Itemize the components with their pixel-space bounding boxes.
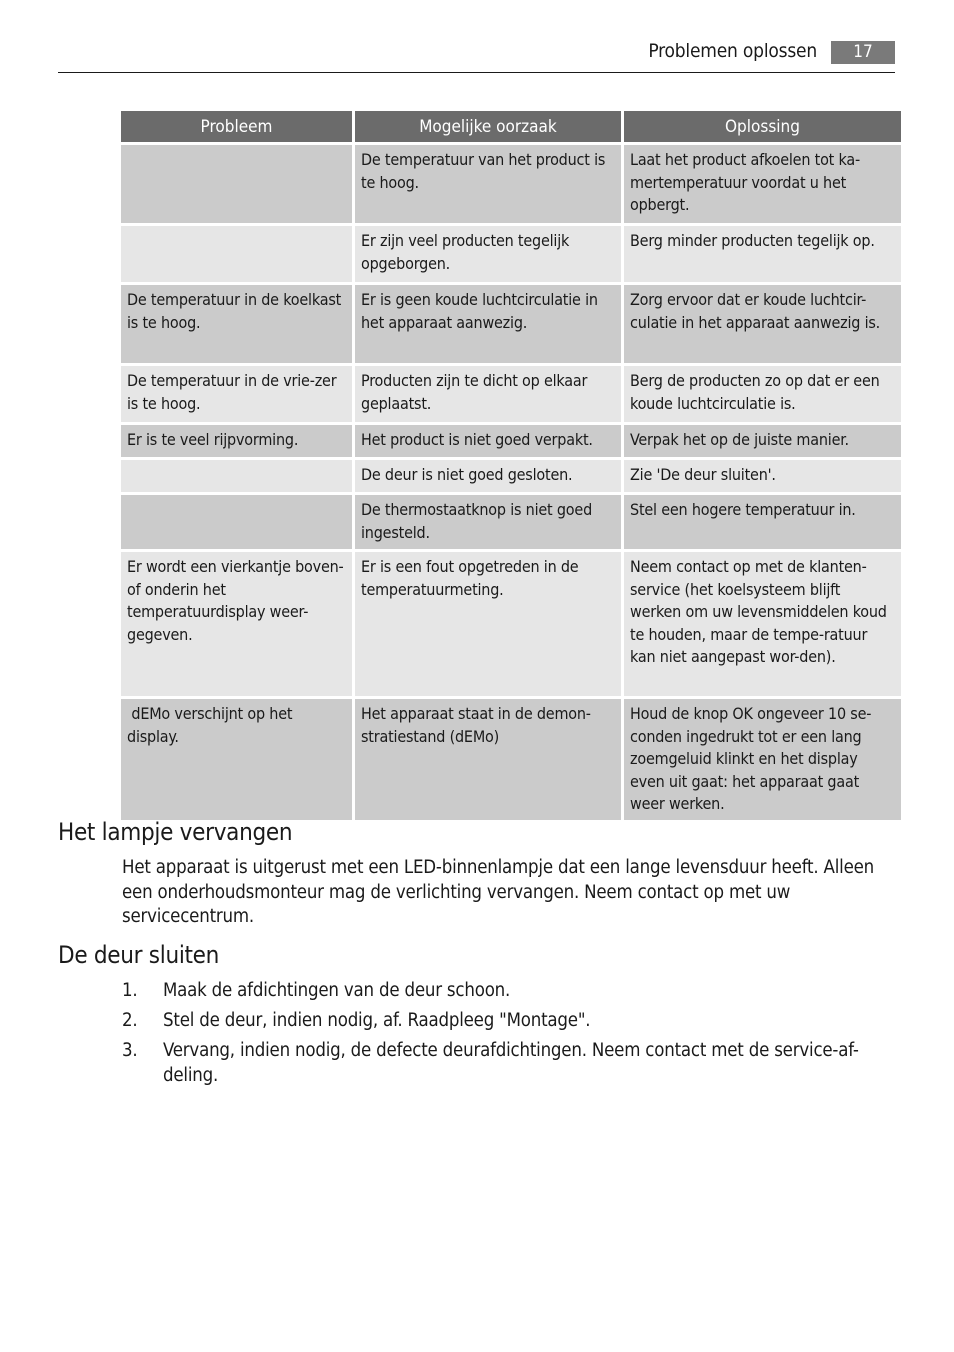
cell-oplossing: Zorg ervoor dat er koude luchtcir-culatie in het apparaat aanwezig is. (624, 285, 901, 363)
step-number: 3. (122, 1040, 138, 1061)
cell-oplossing: Berg de producten zo op dat er een koude luchtcirculatie is. (624, 366, 901, 422)
step-text: Maak de afdichtingen van de deur schoon. (163, 980, 511, 1001)
table-row (121, 425, 901, 457)
cell-oorzaak: Er zijn veel producten tegelijk opgeborgen. (355, 226, 621, 282)
page-header (58, 38, 895, 73)
page-number: 17 (831, 41, 895, 64)
cell-oplossing: Neem contact op met de klanten-service (het koelsysteem blijft werken om uw levensmiddelen koud te houden, maar de tempe-ratuur kan niet aangepast wor-den). (624, 552, 901, 696)
cell-oorzaak: Producten zijn te dicht op elkaar geplaatst. (355, 366, 621, 422)
cell-oorzaak: De temperatuur van het product is te hoog. (355, 145, 621, 223)
lamp-paragraph: Het apparaat is uitgerust met een LED-binnenlampje dat een lange levensduur heeft. Alleen een onderhoudsmonteur mag de verlichting vervangen. Neem contact op met uw servicecentrum. (122, 857, 875, 927)
column-header-probleem: Probleem (121, 111, 352, 142)
cell-probleem: dEMo verschijnt op het display. (121, 699, 352, 820)
cell-oorzaak: Er is een fout opgetreden in de temperatuurmeting. (355, 552, 621, 696)
cell-oplossing: Stel een hogere temperatuur in. (624, 495, 901, 549)
section-title-lamp: Het lampje vervangen (58, 818, 293, 846)
step-number: 1. (122, 980, 138, 1001)
cell-oorzaak: Het apparaat staat in de demon-stratiestand (dEMo) (355, 699, 621, 820)
table-row (121, 460, 901, 492)
step-number: 2. (122, 1010, 138, 1031)
cell-oplossing: Berg minder producten tegelijk op. (624, 226, 901, 282)
table-row (121, 366, 901, 422)
table-row (121, 226, 901, 282)
section-title-door: De deur sluiten (58, 941, 220, 969)
cell-oorzaak: Er is geen koude luchtcirculatie in het apparaat aanwezig. (355, 285, 621, 363)
cell-oorzaak: Het product is niet goed verpakt. (355, 425, 621, 457)
table-row (121, 495, 901, 549)
cell-probleem (121, 226, 352, 282)
table-header-row (121, 111, 901, 142)
cell-oorzaak: De thermostaatknop is niet goed ingesteld. (355, 495, 621, 549)
cell-probleem (121, 145, 352, 223)
table-row (121, 285, 901, 363)
cell-probleem (121, 460, 352, 492)
cell-probleem (121, 495, 352, 549)
table-row (121, 699, 901, 820)
cell-probleem: Er wordt een vierkantje boven- of onderin het temperatuurdisplay weer-gegeven. (121, 552, 352, 696)
cell-probleem: De temperatuur in de vrie-zer is te hoog. (121, 366, 352, 422)
cell-oplossing: Laat het product afkoelen tot ka-mertemperatuur voordat u het opbergt. (624, 145, 901, 223)
cell-probleem: Er is te veel rijpvorming. (121, 425, 352, 457)
table-row (121, 145, 901, 223)
table-row (121, 552, 901, 696)
cell-oplossing: Zie 'De deur sluiten'. (624, 460, 901, 492)
cell-oplossing: Verpak het op de juiste manier. (624, 425, 901, 457)
cell-oplossing: Houd de knop OK ongeveer 10 se-conden ingedrukt tot er een lang zoemgeluid klinkt en het display even uit gaat: het apparaat gaat weer werken. (624, 699, 901, 820)
step-text: Vervang, indien nodig, de defecte deurafdichtingen. Neem contact met de service-af-deling. (163, 1040, 859, 1086)
cell-oorzaak: De deur is niet goed gesloten. (355, 460, 621, 492)
column-header-oplossing: Oplossing (624, 111, 901, 142)
header-title: Problemen oplossen (648, 40, 817, 62)
column-header-oorzaak: Mogelijke oorzaak (355, 111, 621, 142)
cell-probleem: De temperatuur in de koelkast is te hoog. (121, 285, 352, 363)
troubleshooting-table (118, 108, 904, 823)
step-text: Stel de deur, indien nodig, af. Raadpleeg "Montage". (163, 1010, 591, 1031)
